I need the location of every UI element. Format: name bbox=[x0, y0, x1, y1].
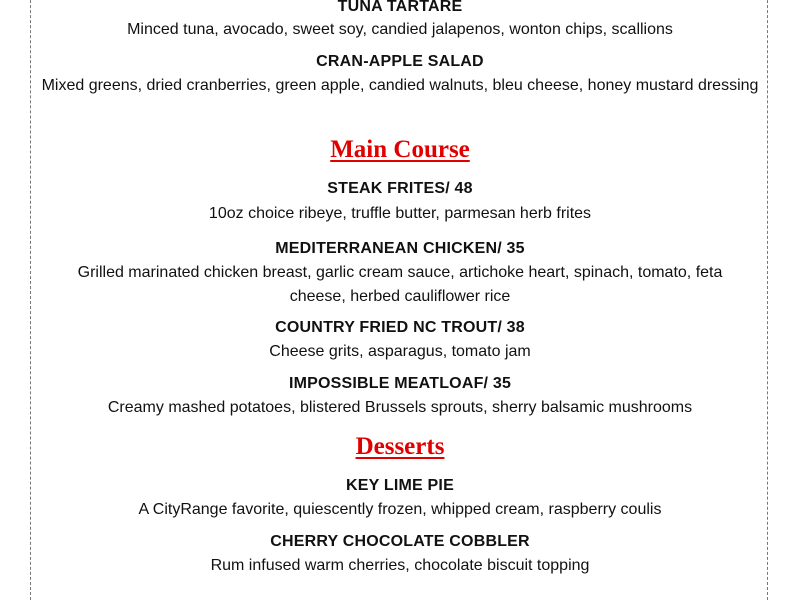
item-description: Minced tuna, avocado, sweet soy, candied jalapenos, wonton chips, scallions bbox=[127, 21, 673, 38]
item-name: STEAK FRITES/ 48 bbox=[327, 180, 473, 197]
menu-item-cherry-chocolate-cobbler bbox=[0, 532, 800, 578]
item-description: Mixed greens, dried cranberries, green apple, candied walnuts, bleu cheese, honey mustard dressing bbox=[41, 77, 759, 94]
item-description: 10oz choice ribeye, truffle butter, parmesan herb frites bbox=[208, 205, 592, 222]
menu-item-mediterranean-chicken bbox=[0, 239, 800, 309]
item-name: TUNA TARTARE bbox=[337, 0, 463, 14]
item-name: IMPOSSIBLE MEATLOAF/ 35 bbox=[288, 375, 512, 392]
menu-item-key-lime-pie bbox=[0, 476, 800, 522]
menu-item-tuna-tartare bbox=[0, 0, 800, 42]
item-name: CHERRY CHOCOLATE COBBLER bbox=[270, 533, 530, 550]
item-description: A CityRange favorite, quiescently frozen, whipped cream, raspberry coulis bbox=[138, 501, 662, 518]
item-description: Cheese grits, asparagus, tomato jam bbox=[269, 343, 531, 360]
menu-item-steak-frites bbox=[0, 179, 800, 226]
item-name: COUNTRY FRIED NC TROUT/ 38 bbox=[275, 319, 525, 336]
menu-item-cran-apple-salad bbox=[0, 52, 800, 98]
item-name: MEDITERRANEAN CHICKEN/ 35 bbox=[275, 240, 525, 257]
section-title-desserts: Desserts bbox=[355, 433, 445, 460]
item-name: KEY LIME PIE bbox=[346, 477, 454, 494]
item-description: Grilled marinated chicken breast, garlic cream sauce, artichoke heart, spinach, tomato, feta cheese, herbed cauliflower rice bbox=[77, 264, 723, 305]
item-description: Rum infused warm cherries, chocolate biscuit topping bbox=[210, 557, 590, 574]
menu-item-country-fried-nc-trout bbox=[0, 318, 800, 364]
item-name: CRAN-APPLE SALAD bbox=[316, 53, 484, 70]
menu-item-impossible-meatloaf bbox=[0, 374, 800, 420]
section-title-main-course: Main Course bbox=[330, 136, 470, 163]
item-description: Creamy mashed potatoes, blistered Brussels sprouts, sherry balsamic mushrooms bbox=[107, 399, 693, 416]
